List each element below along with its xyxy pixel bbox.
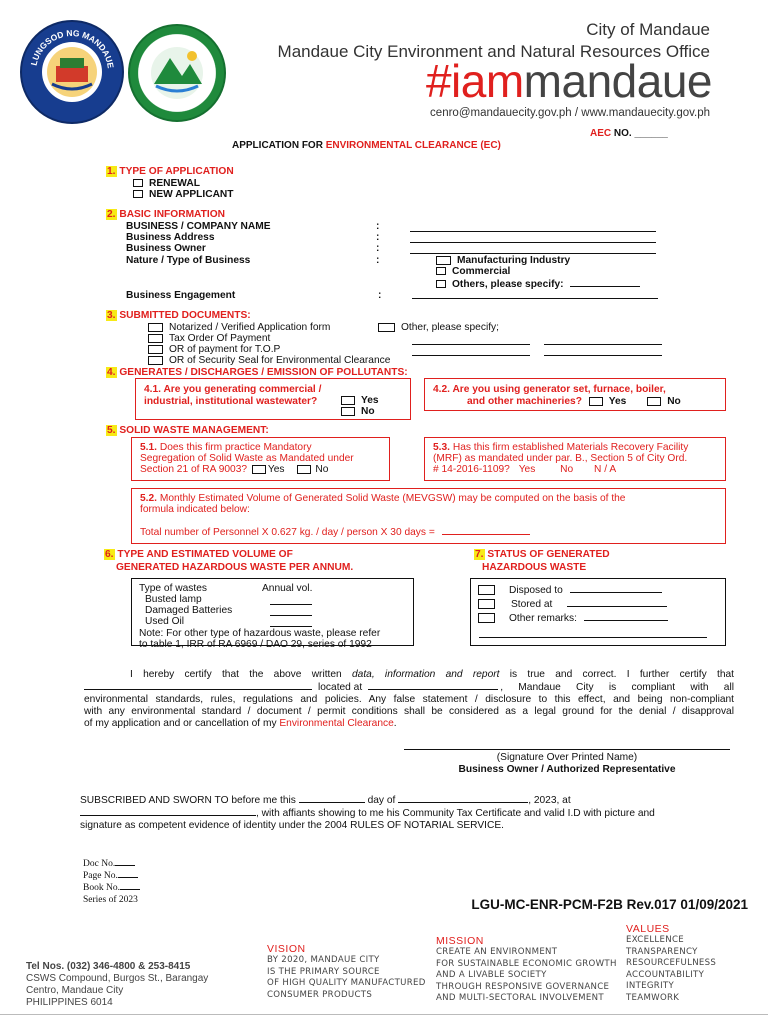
vision-block — [267, 943, 426, 1001]
cenro-seal — [128, 24, 226, 122]
cert-line1-c: is true and correct. I further certify that — [499, 669, 735, 680]
doc-other-field-2a[interactable] — [412, 347, 530, 356]
notary-page — [83, 870, 140, 882]
aec-no-blank: ______ — [634, 128, 668, 139]
hazardous-status-table — [470, 578, 726, 646]
question-5-1-box — [131, 437, 390, 481]
question-5-1-text1: Does this firm practice Mandatory — [159, 442, 312, 453]
cert-line2-a: located at — [318, 682, 363, 693]
mission-block — [436, 935, 617, 1005]
doc-other[interactable] — [378, 322, 499, 334]
question-5-1-line2: Segregation of Solid Waste as Mandated under — [140, 453, 354, 464]
notary-block — [83, 858, 140, 906]
notary-book-label: Book No. — [83, 883, 120, 893]
others-label: Others, please specify: — [452, 279, 564, 290]
question-5-3-box — [424, 437, 726, 481]
notary-doc — [83, 858, 140, 870]
cert-line1-a: I hereby certify that the above written — [130, 669, 352, 680]
doc-other-field-1b[interactable] — [544, 336, 662, 345]
question-4-1-no[interactable] — [341, 406, 375, 418]
sworn-line1-c: , 2023, at — [528, 795, 571, 806]
cert-line1-b: data, information and report — [352, 669, 500, 680]
question-4-1-no-checkbox[interactable] — [341, 407, 355, 416]
cert-line4: with any environmental standard / document / permit conditions shall be considered as a legal ground for the denial / disapproval — [84, 706, 734, 717]
manufacturing-checkbox[interactable] — [436, 256, 451, 265]
cert-company-field[interactable] — [84, 681, 312, 690]
question-5-2-line1 — [140, 493, 625, 505]
doc-tax-order-label: Tax Order Of Payment — [169, 333, 271, 344]
section-7-heading — [474, 549, 610, 573]
question-5-3-number: 5.3. — [433, 442, 450, 453]
section-4-title: GENERATES / DISCHARGES / EMISSION OF POLLUTANTS: — [119, 367, 408, 378]
doc-security-seal[interactable] — [148, 355, 390, 367]
question-5-1-no-label: No — [315, 464, 329, 475]
form-title-highlight: ENVIRONMENTAL CLEARANCE (EC) — [325, 140, 501, 151]
question-5-3-text1: Has this firm established Materials Recovery Facility — [452, 442, 689, 453]
section-3-title: SUBMITTED DOCUMENTS: — [119, 310, 251, 321]
footer-address-3: PHILIPPINES 6014 — [26, 997, 113, 1008]
status-disposed-label: Disposed to — [509, 585, 563, 596]
value-integrity: INTEGRITY — [626, 981, 675, 992]
status-stored-row[interactable] — [478, 598, 667, 611]
section-2-number: 2. — [107, 209, 116, 220]
doc-application-form-label: Notarized / Verified Application form — [169, 322, 331, 333]
hw-note-line2: to table 1, IRR of RA 6969 / DAO 29, series of 1992 — [139, 639, 372, 650]
question-5-2-text1: Monthly Estimated Volume of Generated Solid Waste (MEVGSW) may be computed on the basis of the — [159, 493, 626, 504]
values-block — [626, 923, 716, 1005]
question-5-1-yes-checkbox[interactable] — [252, 465, 266, 474]
sworn-place-field[interactable] — [80, 807, 256, 816]
cert-line2-b: , Mandaue City is compliant with all — [500, 682, 734, 693]
doc-tax-order[interactable] — [148, 333, 270, 345]
mission-title: MISSION — [436, 935, 484, 947]
vision-line-1: BY 2020, MANDAUE CITY — [267, 955, 380, 966]
mission-line-2: FOR SUSTAINABLE ECONOMIC GROWTH — [436, 958, 617, 969]
notary-series: Series of 2023 — [83, 895, 138, 905]
question-4-1-box — [135, 378, 411, 420]
hw-damaged-batteries-field[interactable] — [270, 607, 312, 616]
sworn-day-field[interactable] — [299, 794, 365, 803]
question-4-2-line2-row — [467, 396, 681, 408]
contact-info[interactable]: cenro@mandauecity.gov.ph / www.mandauecity.gov.ph — [430, 107, 710, 119]
sworn-paragraph — [80, 794, 740, 832]
mevgsw-result-field[interactable] — [442, 526, 530, 535]
renewal-option[interactable] — [133, 178, 200, 190]
question-5-1-text3: Section 21 of RA 9003? — [140, 464, 248, 475]
hw-busted-lamp-field[interactable] — [270, 596, 312, 605]
question-4-2-no-checkbox[interactable] — [647, 397, 661, 406]
doc-other-checkbox[interactable] — [378, 323, 395, 332]
status-disposed-field[interactable] — [570, 584, 662, 593]
cert-location-field[interactable] — [368, 681, 498, 690]
notary-page-field[interactable] — [118, 870, 138, 878]
mission-text — [436, 947, 617, 1005]
doc-security-seal-label: OR of Security Seal for Environmental Clearance — [169, 355, 391, 366]
doc-security-seal-checkbox[interactable] — [148, 356, 163, 365]
question-5-3-line3 — [433, 464, 616, 476]
company-name-label: BUSINESS / COMPANY NAME — [126, 221, 271, 232]
cenro-emblem-graphic — [130, 26, 224, 120]
question-5-2-formula — [140, 526, 530, 539]
doc-or-payment[interactable] — [148, 344, 280, 356]
section-4-number: 4. — [107, 367, 116, 378]
question-4-2-line1: 4.2. Are you using generator set, furnace, boiler, — [433, 384, 666, 395]
section-2-heading — [106, 209, 225, 221]
question-5-2-line2: formula indicated below: — [140, 504, 250, 515]
nature-commercial-option[interactable] — [436, 266, 510, 278]
mission-line-4: THROUGH RESPONSIVE GOVERNANCE — [436, 981, 610, 992]
business-engagement-field[interactable] — [412, 290, 658, 299]
business-owner-label: Business Owner — [126, 243, 206, 254]
doc-application-form-checkbox[interactable] — [148, 323, 163, 332]
cert-line5-b: Environmental Clearance — [279, 718, 394, 729]
status-stored-field[interactable] — [567, 598, 667, 607]
sworn-line2 — [80, 807, 740, 820]
business-address-label: Business Address — [126, 232, 215, 243]
sworn-month-field[interactable] — [398, 794, 528, 803]
question-5-1-number: 5.1. — [140, 442, 157, 453]
seal-top-text: LUNGSOD NG MANDAUE — [28, 27, 116, 69]
manufacturing-label: Manufacturing Industry — [457, 255, 571, 266]
others-specify-field[interactable] — [570, 278, 640, 287]
new-applicant-label: NEW APPLICANT — [149, 189, 234, 200]
aec-number — [590, 128, 668, 140]
status-disposed-row[interactable] — [478, 584, 662, 597]
question-5-3-no[interactable]: No — [560, 464, 574, 475]
footer-bottom-rule — [0, 1014, 768, 1015]
section-7-title-line1 — [474, 549, 610, 561]
question-4-2-box — [424, 378, 726, 411]
doc-or-payment-checkbox[interactable] — [148, 345, 163, 354]
nature-manufacturing-option[interactable] — [436, 255, 570, 267]
footer-address-2: Centro, Mandaue City — [26, 985, 124, 996]
question-5-2-formula-text: Total number of Personnel X 0.627 kg. / day / person X 30 days = — [140, 527, 435, 538]
values-title: VALUES — [626, 923, 670, 935]
question-5-1-line1 — [140, 442, 312, 454]
question-5-2-box — [131, 488, 726, 544]
status-remarks-field-2[interactable] — [479, 629, 707, 638]
value-accountability: ACCOUNTABILITY — [626, 969, 705, 980]
seal-graphic — [22, 22, 122, 122]
colon-5: : — [378, 290, 382, 301]
vision-line-2: IS THE PRIMARY SOURCE — [267, 966, 380, 977]
new-applicant-option[interactable] — [133, 189, 234, 201]
question-4-1-yes[interactable] — [341, 395, 379, 407]
cert-line5 — [84, 718, 734, 730]
hazardous-waste-table — [131, 578, 414, 650]
others-checkbox[interactable] — [436, 280, 446, 288]
section-3-heading — [106, 310, 251, 322]
question-5-3-line2: (MRF) as mandated under par. B., Section 5 of City Ord. — [433, 453, 688, 464]
sworn-line1-a: SUBSCRIBED AND SWORN TO before me this — [80, 795, 296, 806]
mission-line-5: AND MULTI-SECTORAL INVOLVEMENT — [436, 993, 604, 1004]
cert-line5-a: of my application and or cancellation of my — [84, 718, 280, 729]
section-2-title: BASIC INFORMATION — [119, 209, 225, 220]
notary-doc-field[interactable] — [115, 858, 135, 866]
section-5-heading — [106, 425, 269, 437]
values-text — [626, 935, 716, 1005]
vision-text — [267, 955, 426, 1001]
signature-caption: (Signature Over Printed Name) — [496, 752, 638, 763]
cert-line5-c: . — [393, 718, 397, 729]
office-name: Mandaue City Environment and Natural Resources Office — [277, 42, 710, 61]
business-address-field[interactable] — [410, 234, 656, 243]
notary-doc-label: Doc No. — [83, 859, 116, 869]
value-resourcefulness: RESOURCEFULNESS — [626, 958, 717, 969]
section-3-number: 3. — [107, 310, 116, 321]
mission-line-1: CREATE AN ENVIRONMENT — [436, 947, 558, 958]
value-transparency: TRANSPARENCY — [626, 946, 698, 957]
section-7-number: 7. — [475, 549, 484, 560]
cert-line1 — [84, 669, 734, 681]
mission-line-3: AND A LIVABLE SOCIETY — [436, 970, 547, 981]
sworn-line1 — [80, 794, 740, 807]
colon-3: : — [376, 243, 380, 254]
hw-used-oil-field[interactable] — [270, 618, 312, 627]
colon-1: : — [376, 221, 380, 232]
section-5-title: SOLID WASTE MANAGEMENT: — [119, 425, 269, 436]
doc-other-field-2b[interactable] — [544, 347, 662, 356]
form-title-prefix: APPLICATION FOR — [232, 140, 326, 151]
nature-others-option[interactable] — [436, 278, 640, 291]
question-4-1-line1: 4.1. Are you generating commercial / — [144, 384, 322, 395]
mandaue-city-seal — [20, 20, 124, 124]
section-1-title: TYPE OF APPLICATION — [119, 166, 234, 177]
renewal-checkbox[interactable] — [133, 179, 143, 187]
hashtag-brand — [425, 55, 712, 107]
renewal-label: RENEWAL — [149, 178, 200, 189]
question-5-3-yes[interactable]: Yes — [518, 464, 536, 475]
hw-note-line1: Note: For other type of hazardous waste, please refer — [139, 628, 381, 639]
hashtag-prefix: #iam — [425, 55, 524, 107]
doc-other-label: Other, please specify; — [401, 322, 499, 333]
hw-col-type: Type of wastes — [139, 583, 207, 594]
section-6-number: 6. — [105, 549, 114, 560]
question-5-1-yes-label: Yes — [267, 464, 285, 475]
question-4-2-yes-label: Yes — [608, 396, 627, 407]
doc-application-form[interactable] — [148, 322, 330, 334]
business-owner-field[interactable] — [410, 245, 656, 254]
sworn-line1-b: day of — [367, 795, 396, 806]
status-stored-label: Stored at — [511, 599, 553, 610]
status-disposed-checkbox[interactable] — [478, 585, 495, 595]
vision-line-4: CONSUMER PRODUCTS — [267, 989, 373, 1000]
form-code: LGU-MC-ENR-PCM-F2B Rev.017 01/09/2021 — [471, 897, 748, 912]
cert-line3: environmental standards, rules, regulations and policies. Any false statement / disclosure to this effect, and being non-compliant — [84, 694, 734, 705]
question-5-1-no-checkbox[interactable] — [297, 465, 311, 474]
hw-used-oil: Used Oil — [145, 616, 185, 627]
section-5-number: 5. — [107, 425, 116, 436]
business-engagement-label: Business Engagement — [126, 290, 236, 301]
aec-label: AEC — [590, 128, 612, 139]
doc-tax-order-checkbox[interactable] — [148, 334, 163, 343]
form-title — [232, 140, 501, 152]
sworn-line2-text: , with affiants showing to me his Community Tax Certificate and valid I.D with picture and — [256, 808, 655, 819]
section-6-title1: TYPE AND ESTIMATED VOLUME OF — [117, 549, 293, 560]
doc-other-field-1a[interactable] — [412, 336, 530, 345]
aec-no-label: NO. — [613, 128, 632, 139]
footer-tel: Tel Nos. (032) 346-4800 & 253-8415 — [26, 961, 191, 972]
certification-paragraph — [84, 669, 734, 730]
footer-contact — [26, 961, 208, 1009]
section-7-title-line2: HAZARDOUS WASTE — [482, 561, 587, 573]
question-5-2-number: 5.2. — [140, 493, 157, 504]
section-6-title-line2: GENERATED HAZARDOUS WASTE PER ANNUM. — [116, 561, 354, 573]
doc-or-payment-label: OR of payment for T.O.P — [169, 344, 281, 355]
section-1-number: 1. — [107, 166, 116, 177]
section-4-heading — [106, 367, 408, 379]
notary-page-label: Page No. — [83, 871, 118, 881]
new-applicant-checkbox[interactable] — [133, 190, 143, 198]
section-6-title-line1 — [104, 549, 353, 561]
question-5-3-text3: # 14-2016-1109? — [433, 464, 510, 475]
hw-col-annual: Annual vol. — [262, 583, 313, 594]
question-4-2-no-label: No — [667, 396, 681, 407]
hw-damaged-batteries: Damaged Batteries — [145, 605, 233, 616]
question-4-1-yes-label: Yes — [361, 395, 379, 406]
value-teamwork: TEAMWORK — [626, 993, 680, 1004]
question-4-2-line2: and other machineries? — [467, 396, 582, 407]
value-excellence: EXCELLENCE — [626, 935, 684, 946]
section-7-title1: STATUS OF GENERATED — [487, 549, 610, 560]
notary-book — [83, 882, 140, 894]
company-name-field[interactable] — [410, 223, 656, 232]
question-4-1-line2: industrial, institutional wastewater? — [144, 396, 318, 407]
signature-line[interactable] — [404, 749, 730, 750]
notary-book-field[interactable] — [120, 882, 140, 890]
status-stored-checkbox[interactable] — [478, 599, 495, 609]
commercial-label: Commercial — [452, 266, 511, 277]
section-6-heading — [104, 549, 353, 573]
cert-line2 — [84, 681, 734, 694]
nature-of-business-label: Nature / Type of Business — [126, 255, 251, 266]
sworn-line3: signature as competent evidence of identity under the 2004 RULES OF NOTARIAL SERVICE. — [80, 820, 504, 831]
question-5-1-line3 — [140, 464, 328, 476]
question-4-1-no-label: No — [361, 406, 375, 417]
section-1-heading — [106, 166, 234, 178]
signature-role: Business Owner / Authorized Representative — [458, 764, 676, 775]
question-4-1-yes-checkbox[interactable] — [341, 396, 355, 405]
question-5-3-line1 — [433, 442, 688, 454]
commercial-checkbox[interactable] — [436, 267, 446, 275]
vision-line-3: OF HIGH QUALITY MANUFACTURED — [267, 978, 426, 989]
colon-2: : — [376, 232, 380, 243]
footer-address-1: CSWS Compound, Burgos St., Barangay — [26, 973, 209, 984]
question-5-3-na[interactable]: N / A — [594, 464, 617, 475]
colon-4: : — [376, 255, 380, 266]
hw-busted-lamp: Busted lamp — [145, 594, 202, 605]
status-remarks-label: Other remarks: — [509, 613, 577, 624]
hashtag-suffix: mandaue — [523, 55, 712, 107]
question-4-2-yes-checkbox[interactable] — [589, 397, 603, 406]
status-remarks-checkbox[interactable] — [478, 613, 495, 623]
vision-title: VISION — [267, 943, 306, 955]
status-remarks-row[interactable] — [478, 612, 668, 625]
city-name: City of Mandaue — [586, 20, 710, 39]
status-remarks-field[interactable] — [584, 612, 668, 621]
